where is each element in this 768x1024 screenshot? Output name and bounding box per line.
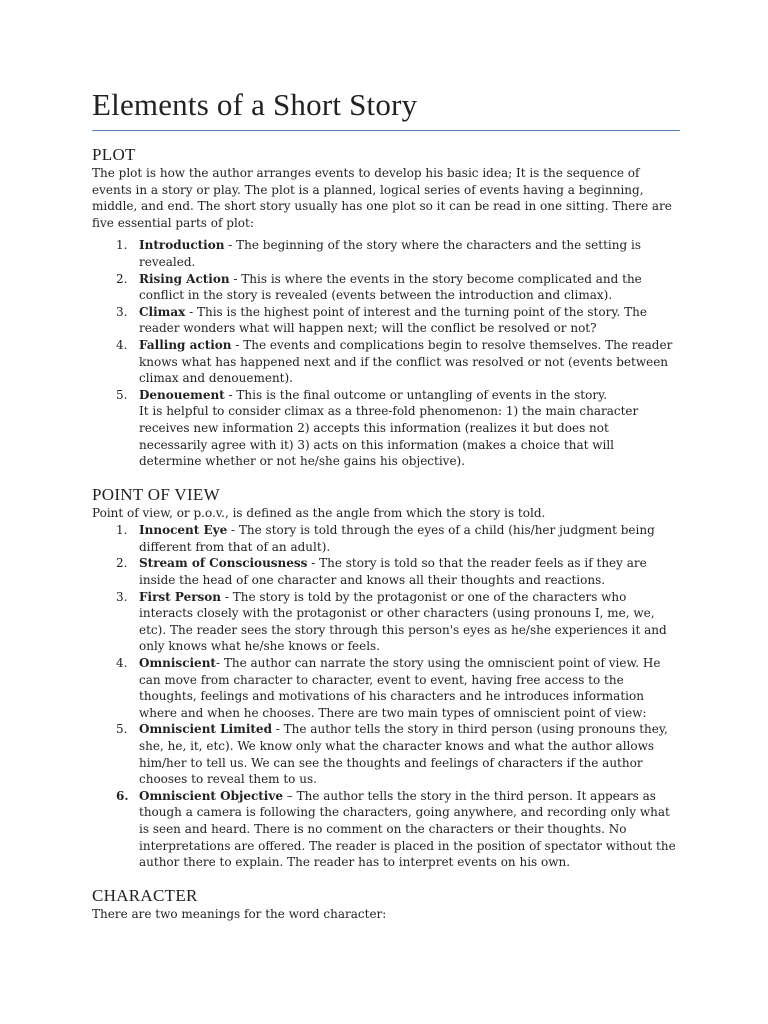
list-text: The author tells the story in the third person. It appears as though a camera is following the characters, going anywhere, and recording only what is seen and heard. There is no comment on the characters or their thoughts. No interpretations are offered. The reader is placed in the position of spectator without the author there to explain. The reader has to interpret events on his own.: [139, 788, 676, 870]
section-intro: Point of view, or p.o.v., is defined as the angle from which the story is told.: [92, 505, 546, 520]
list-item: [92, 589, 680, 655]
section-character: [92, 886, 680, 923]
list-number: 2.: [116, 271, 128, 286]
section-plot: [92, 145, 680, 470]
list-separator: -: [307, 556, 320, 571]
list-text: The author tells the story in third person (using pronouns they, she, he, it, etc). We know only what the character knows and what the author allows him/her to tell us. We can see the thoughts and feelings of characters if the author chooses to reveal them to us.: [139, 722, 668, 787]
section-intro: The plot is how the author arranges events to develop his basic idea; It is the sequence of events in a story or play. The plot is a planned, logical series of events having a beginning, middle, and end. The short story usually has one plot so it can be read in one sitting. There are five essential parts of plot:: [92, 166, 672, 230]
list-number: 1.: [116, 238, 128, 253]
list-number: 4.: [116, 337, 128, 352]
list-term: Innocent Eye: [139, 523, 228, 538]
list-term: Omniscient Objective: [139, 788, 283, 803]
list-item: [92, 387, 680, 470]
list-text: The story is told by the protagonist or one of the characters who interacts closely with the protagonist or other characters (using pronouns I, me, we, etc). The reader sees the story through this person's eyes as he/she experiences it and only knows what he/she knows or feels.: [139, 589, 667, 654]
list-separator: -: [229, 271, 242, 286]
list-text: The beginning of the story where the characters and the setting is revealed.: [139, 238, 641, 269]
list-item: [92, 655, 680, 721]
section-heading: POINT OF VIEW: [92, 484, 220, 504]
list-number: 5.: [116, 722, 128, 737]
section-point-of-view: [92, 485, 680, 871]
list-term: Rising Action: [139, 271, 230, 286]
list-item: [92, 721, 680, 787]
list-item: [92, 522, 680, 555]
list-number: 1.: [116, 523, 128, 538]
document-page: [92, 86, 680, 922]
list-number: 3.: [116, 304, 128, 319]
list-term: Stream of Consciousness: [139, 556, 308, 571]
list-term: Denouement: [139, 387, 225, 402]
list-number: 3.: [116, 589, 128, 604]
list-separator: -: [231, 337, 244, 352]
list-separator: -: [227, 523, 239, 538]
list-term: Falling action: [139, 337, 232, 352]
list-item: [92, 337, 680, 387]
list-item: [92, 237, 680, 270]
list-separator: -: [221, 589, 233, 604]
page-title: Elements of a Short Story: [92, 86, 680, 131]
list-text: The story is told through the eyes of a child (his/her judgment being different from that of an adult).: [139, 523, 655, 554]
list-term: Introduction: [139, 238, 225, 253]
list-separator: -: [271, 722, 284, 737]
list-number: 4.: [116, 656, 128, 671]
list-separator: -: [224, 387, 237, 402]
plot-list: [92, 237, 680, 469]
list-extra-text: It is helpful to consider climax as a three-fold phenomenon: 1) the main character receives new information 2) accepts this information (realizes it but does not necessarily agree with it) 3) acts on this information (makes a choice that will determine whether or not he/she gains his objective).: [139, 404, 639, 469]
list-term: Omniscient Limited: [139, 722, 272, 737]
pov-list: [92, 522, 680, 870]
list-item: [92, 271, 680, 304]
section-heading: CHARACTER: [92, 885, 198, 905]
list-text: The author can narrate the story using the omniscient point of view. He can move from character to character, event to event, having free access to the thoughts, feelings and motivations of his characters and he introduces information where and when he chooses. There are two main types of omniscient point of view:: [139, 656, 661, 720]
list-text: This is the final outcome or untangling of events in the story.: [236, 387, 608, 402]
list-separator: -: [224, 238, 237, 253]
list-item: [92, 555, 680, 588]
list-separator: –: [282, 788, 297, 803]
list-text: This is the highest point of interest and the turning point of the story. The reader wonders what will happen next; will the conflict be resolved or not?: [139, 304, 647, 336]
list-number: 6.: [116, 788, 129, 803]
list-number: 5.: [116, 387, 128, 402]
list-number: 2.: [116, 556, 128, 571]
list-text: This is where the events in the story become complicated and the conflict in the story is revealed (events between the introduction and climax).: [139, 271, 642, 303]
section-intro: There are two meanings for the word character:: [92, 906, 387, 921]
list-item: [92, 788, 680, 871]
list-term: Omniscient: [139, 656, 216, 671]
list-item: [92, 304, 680, 337]
section-heading: PLOT: [92, 145, 136, 164]
list-term: First Person: [139, 589, 222, 604]
list-term: Climax: [139, 304, 186, 319]
list-text: The story is told so that the reader feels as if they are inside the head of one character and knows all their thoughts and reactions.: [139, 556, 647, 588]
list-text: The events and complications begin to resolve themselves. The reader knows what has happened next and if the conflict was resolved or not (events between climax and denouement).: [139, 337, 673, 386]
list-separator: -: [185, 304, 197, 319]
list-separator: -: [215, 656, 224, 671]
